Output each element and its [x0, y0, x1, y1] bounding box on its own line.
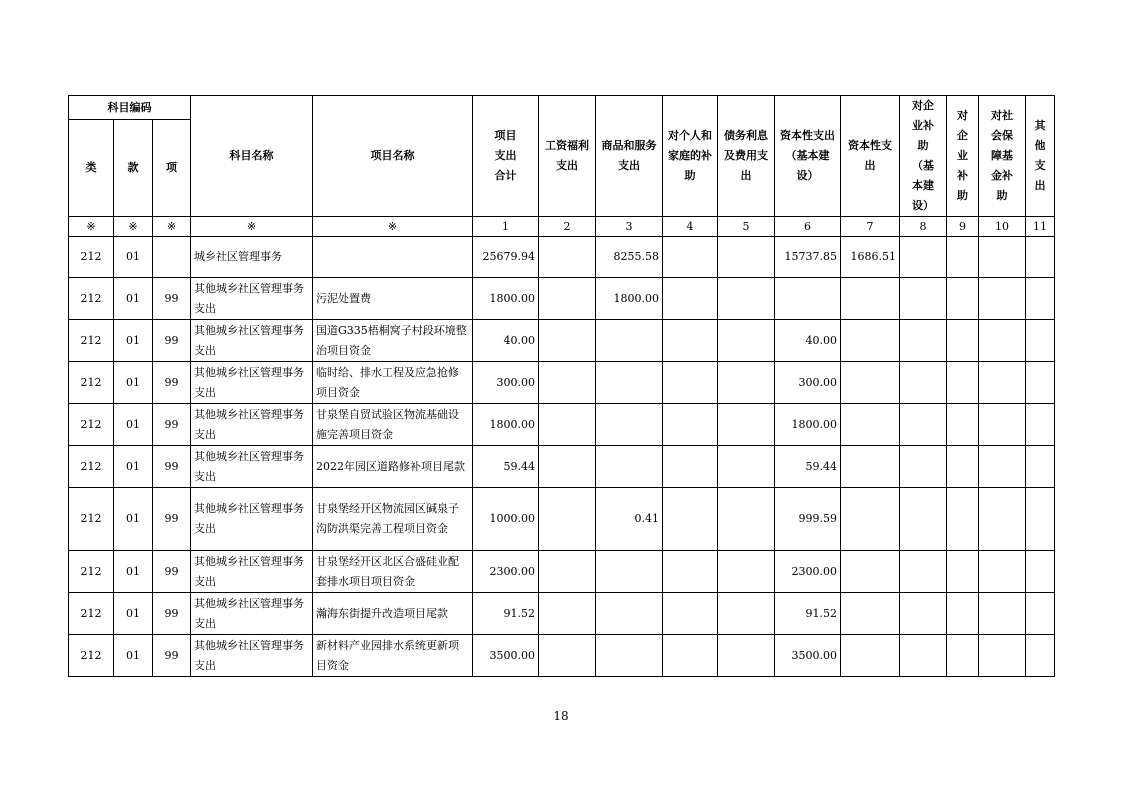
capital-basic-cell: 300.00 [775, 362, 841, 404]
item-code-cell [153, 237, 191, 278]
debt-interest-cell [718, 551, 775, 593]
project-name-cell: 2022年园区道路修补项目尾款 [313, 446, 473, 488]
enterprise-subsidy-cell [947, 237, 979, 278]
table-row [69, 404, 1055, 446]
project-name-cell: 甘泉堡经开区北区合盛硅业配套排水项目项目资金 [313, 551, 473, 593]
class-code-cell: 212 [69, 237, 114, 278]
column-index-row [69, 217, 1055, 237]
enterprise-subsidy-basic-cell [900, 237, 947, 278]
section-code-cell: 01 [114, 278, 153, 320]
capital-basic-cell [775, 278, 841, 320]
project-name-cell: 国道G335梧桐窝子村段环境整治项目资金 [313, 320, 473, 362]
subject-name-cell: 城乡社区管理事务 [191, 237, 313, 278]
salary-welfare-cell [539, 488, 596, 551]
household-subsidy-cell [663, 635, 718, 677]
index-cell: 7 [841, 217, 900, 237]
header-household-subsidy: 对个人和家庭的补助 [663, 96, 718, 217]
table-row [69, 593, 1055, 635]
other-expenditure-cell [1026, 635, 1055, 677]
other-expenditure-cell [1026, 320, 1055, 362]
capital-cell [841, 278, 900, 320]
subject-name-cell: 其他城乡社区管理事务支出 [191, 320, 313, 362]
enterprise-subsidy-cell [947, 446, 979, 488]
capital-basic-cell: 1800.00 [775, 404, 841, 446]
subject-name-cell: 其他城乡社区管理事务支出 [191, 404, 313, 446]
debt-interest-cell [718, 593, 775, 635]
goods-services-cell [596, 362, 663, 404]
capital-cell [841, 593, 900, 635]
debt-interest-cell [718, 237, 775, 278]
header-debt-interest: 债务利息及费用支出 [718, 96, 775, 217]
goods-services-cell: 0.41 [596, 488, 663, 551]
other-expenditure-cell [1026, 362, 1055, 404]
enterprise-subsidy-cell [947, 278, 979, 320]
salary-welfare-cell [539, 404, 596, 446]
enterprise-subsidy-cell [947, 593, 979, 635]
debt-interest-cell [718, 635, 775, 677]
goods-services-cell [596, 320, 663, 362]
index-cell: 1 [473, 217, 539, 237]
social-security-cell [979, 320, 1026, 362]
total-cell: 2300.00 [473, 551, 539, 593]
capital-basic-cell: 59.44 [775, 446, 841, 488]
enterprise-subsidy-basic-cell [900, 488, 947, 551]
index-cell: 10 [979, 217, 1026, 237]
item-code-cell: 99 [153, 551, 191, 593]
header-project-name: 项目名称 [313, 96, 473, 217]
table-body [69, 217, 1055, 677]
capital-basic-cell: 2300.00 [775, 551, 841, 593]
enterprise-subsidy-cell [947, 320, 979, 362]
debt-interest-cell [718, 488, 775, 551]
salary-welfare-cell [539, 278, 596, 320]
total-cell: 1800.00 [473, 404, 539, 446]
social-security-cell [979, 362, 1026, 404]
enterprise-subsidy-cell [947, 488, 979, 551]
household-subsidy-cell [663, 320, 718, 362]
other-expenditure-cell [1026, 551, 1055, 593]
class-code-cell: 212 [69, 320, 114, 362]
index-cell: 6 [775, 217, 841, 237]
project-name-cell: 污泥处置费 [313, 278, 473, 320]
capital-basic-cell: 15737.85 [775, 237, 841, 278]
header-subject-name: 科目名称 [191, 96, 313, 217]
header-goods-services: 商品和服务支出 [596, 96, 663, 217]
header-enterprise-subsidy: 对企业补助 [947, 96, 979, 217]
enterprise-subsidy-basic-cell [900, 404, 947, 446]
salary-welfare-cell [539, 237, 596, 278]
enterprise-subsidy-basic-cell [900, 551, 947, 593]
debt-interest-cell [718, 320, 775, 362]
capital-cell: 1686.51 [841, 237, 900, 278]
subject-name-cell: 其他城乡社区管理事务支出 [191, 488, 313, 551]
capital-basic-cell: 3500.00 [775, 635, 841, 677]
goods-services-cell: 1800.00 [596, 278, 663, 320]
section-code-cell: 01 [114, 551, 153, 593]
other-expenditure-cell [1026, 446, 1055, 488]
item-code-cell: 99 [153, 635, 191, 677]
capital-cell [841, 635, 900, 677]
household-subsidy-cell [663, 362, 718, 404]
other-expenditure-cell [1026, 404, 1055, 446]
total-cell: 300.00 [473, 362, 539, 404]
household-subsidy-cell [663, 551, 718, 593]
project-name-cell: 甘泉堡经开区物流园区碱泉子沟防洪渠完善工程项目资金 [313, 488, 473, 551]
goods-services-cell [596, 593, 663, 635]
debt-interest-cell [718, 278, 775, 320]
header-subject-code: 科目编码 [69, 96, 191, 120]
other-expenditure-cell [1026, 237, 1055, 278]
section-code-cell: 01 [114, 320, 153, 362]
table-row [69, 320, 1055, 362]
table-row [69, 237, 1055, 278]
salary-welfare-cell [539, 635, 596, 677]
table-row [69, 551, 1055, 593]
item-code-cell: 99 [153, 446, 191, 488]
section-code-cell: 01 [114, 635, 153, 677]
capital-cell [841, 320, 900, 362]
class-code-cell: 212 [69, 551, 114, 593]
index-cell: 8 [900, 217, 947, 237]
social-security-cell [979, 593, 1026, 635]
social-security-cell [979, 446, 1026, 488]
goods-services-cell [596, 404, 663, 446]
project-name-cell [313, 237, 473, 278]
enterprise-subsidy-basic-cell [900, 278, 947, 320]
header-capital-expenditure: 资本性支出 [841, 96, 900, 217]
enterprise-subsidy-cell [947, 362, 979, 404]
item-code-cell: 99 [153, 593, 191, 635]
table-row [69, 635, 1055, 677]
enterprise-subsidy-basic-cell [900, 320, 947, 362]
enterprise-subsidy-basic-cell [900, 362, 947, 404]
index-cell: ※ [114, 217, 153, 237]
household-subsidy-cell [663, 278, 718, 320]
project-name-cell: 新材料产业园排水系统更新项目资金 [313, 635, 473, 677]
capital-basic-cell: 999.59 [775, 488, 841, 551]
section-code-cell: 01 [114, 237, 153, 278]
capital-cell [841, 551, 900, 593]
class-code-cell: 212 [69, 635, 114, 677]
section-code-cell: 01 [114, 593, 153, 635]
social-security-cell [979, 404, 1026, 446]
index-cell: 4 [663, 217, 718, 237]
class-code-cell: 212 [69, 488, 114, 551]
header-total: 项目支出合计 [473, 96, 539, 217]
class-code-cell: 212 [69, 446, 114, 488]
total-cell: 25679.94 [473, 237, 539, 278]
item-code-cell: 99 [153, 404, 191, 446]
total-cell: 1800.00 [473, 278, 539, 320]
class-code-cell: 212 [69, 278, 114, 320]
section-code-cell: 01 [114, 446, 153, 488]
other-expenditure-cell [1026, 488, 1055, 551]
household-subsidy-cell [663, 593, 718, 635]
salary-welfare-cell [539, 593, 596, 635]
enterprise-subsidy-cell [947, 551, 979, 593]
goods-services-cell [596, 446, 663, 488]
social-security-cell [979, 237, 1026, 278]
subject-name-cell: 其他城乡社区管理事务支出 [191, 551, 313, 593]
section-code-cell: 01 [114, 488, 153, 551]
subject-name-cell: 其他城乡社区管理事务支出 [191, 362, 313, 404]
index-cell: ※ [191, 217, 313, 237]
total-cell: 59.44 [473, 446, 539, 488]
capital-basic-cell: 91.52 [775, 593, 841, 635]
index-cell: ※ [69, 217, 114, 237]
enterprise-subsidy-basic-cell [900, 446, 947, 488]
item-code-cell: 99 [153, 320, 191, 362]
item-code-cell: 99 [153, 362, 191, 404]
item-code-cell: 99 [153, 278, 191, 320]
header-social-security-fund: 对社会保障基金补助 [979, 96, 1026, 217]
item-code-cell: 99 [153, 488, 191, 551]
table-row [69, 488, 1055, 551]
capital-cell [841, 362, 900, 404]
index-cell: 2 [539, 217, 596, 237]
header-enterprise-subsidy-basic: 对企业补助（基本建设） [900, 96, 947, 217]
enterprise-subsidy-basic-cell [900, 635, 947, 677]
index-cell: 9 [947, 217, 979, 237]
index-cell: 3 [596, 217, 663, 237]
total-cell: 3500.00 [473, 635, 539, 677]
subject-name-cell: 其他城乡社区管理事务支出 [191, 446, 313, 488]
capital-cell [841, 404, 900, 446]
other-expenditure-cell [1026, 278, 1055, 320]
capital-basic-cell: 40.00 [775, 320, 841, 362]
header-xiang: 项 [153, 120, 191, 217]
project-name-cell: 瀚海东街提升改造项目尾款 [313, 593, 473, 635]
enterprise-subsidy-basic-cell [900, 593, 947, 635]
table-row [69, 362, 1055, 404]
table-row [69, 278, 1055, 320]
header-kuan: 款 [114, 120, 153, 217]
index-cell: ※ [153, 217, 191, 237]
header-salary-welfare: 工资福利支出 [539, 96, 596, 217]
enterprise-subsidy-cell [947, 404, 979, 446]
household-subsidy-cell [663, 488, 718, 551]
goods-services-cell [596, 635, 663, 677]
class-code-cell: 212 [69, 362, 114, 404]
capital-cell [841, 446, 900, 488]
social-security-cell [979, 278, 1026, 320]
total-cell: 1000.00 [473, 488, 539, 551]
debt-interest-cell [718, 404, 775, 446]
project-name-cell: 甘泉堡自贸试验区物流基础设施完善项目资金 [313, 404, 473, 446]
index-cell: 5 [718, 217, 775, 237]
index-cell: 11 [1026, 217, 1055, 237]
salary-welfare-cell [539, 446, 596, 488]
total-cell: 91.52 [473, 593, 539, 635]
household-subsidy-cell [663, 237, 718, 278]
class-code-cell: 212 [69, 404, 114, 446]
page-number: 18 [553, 709, 569, 723]
capital-cell [841, 488, 900, 551]
subject-name-cell: 其他城乡社区管理事务支出 [191, 635, 313, 677]
salary-welfare-cell [539, 320, 596, 362]
goods-services-cell [596, 551, 663, 593]
index-cell: ※ [313, 217, 473, 237]
table-row [69, 446, 1055, 488]
household-subsidy-cell [663, 404, 718, 446]
subject-name-cell: 其他城乡社区管理事务支出 [191, 593, 313, 635]
section-code-cell: 01 [114, 404, 153, 446]
social-security-cell [979, 488, 1026, 551]
salary-welfare-cell [539, 551, 596, 593]
salary-welfare-cell [539, 362, 596, 404]
header-lei: 类 [69, 120, 114, 217]
enterprise-subsidy-cell [947, 635, 979, 677]
section-code-cell: 01 [114, 362, 153, 404]
household-subsidy-cell [663, 446, 718, 488]
header-other-expenditure: 其他支出 [1026, 96, 1055, 217]
social-security-cell [979, 635, 1026, 677]
other-expenditure-cell [1026, 593, 1055, 635]
goods-services-cell: 8255.58 [596, 237, 663, 278]
project-expenditure-table [68, 95, 1055, 677]
debt-interest-cell [718, 362, 775, 404]
debt-interest-cell [718, 446, 775, 488]
total-cell: 40.00 [473, 320, 539, 362]
header-capital-basic-construction: 资本性支出（基本建设） [775, 96, 841, 217]
class-code-cell: 212 [69, 593, 114, 635]
social-security-cell [979, 551, 1026, 593]
subject-name-cell: 其他城乡社区管理事务支出 [191, 278, 313, 320]
project-name-cell: 临时给、排水工程及应急抢修项目资金 [313, 362, 473, 404]
